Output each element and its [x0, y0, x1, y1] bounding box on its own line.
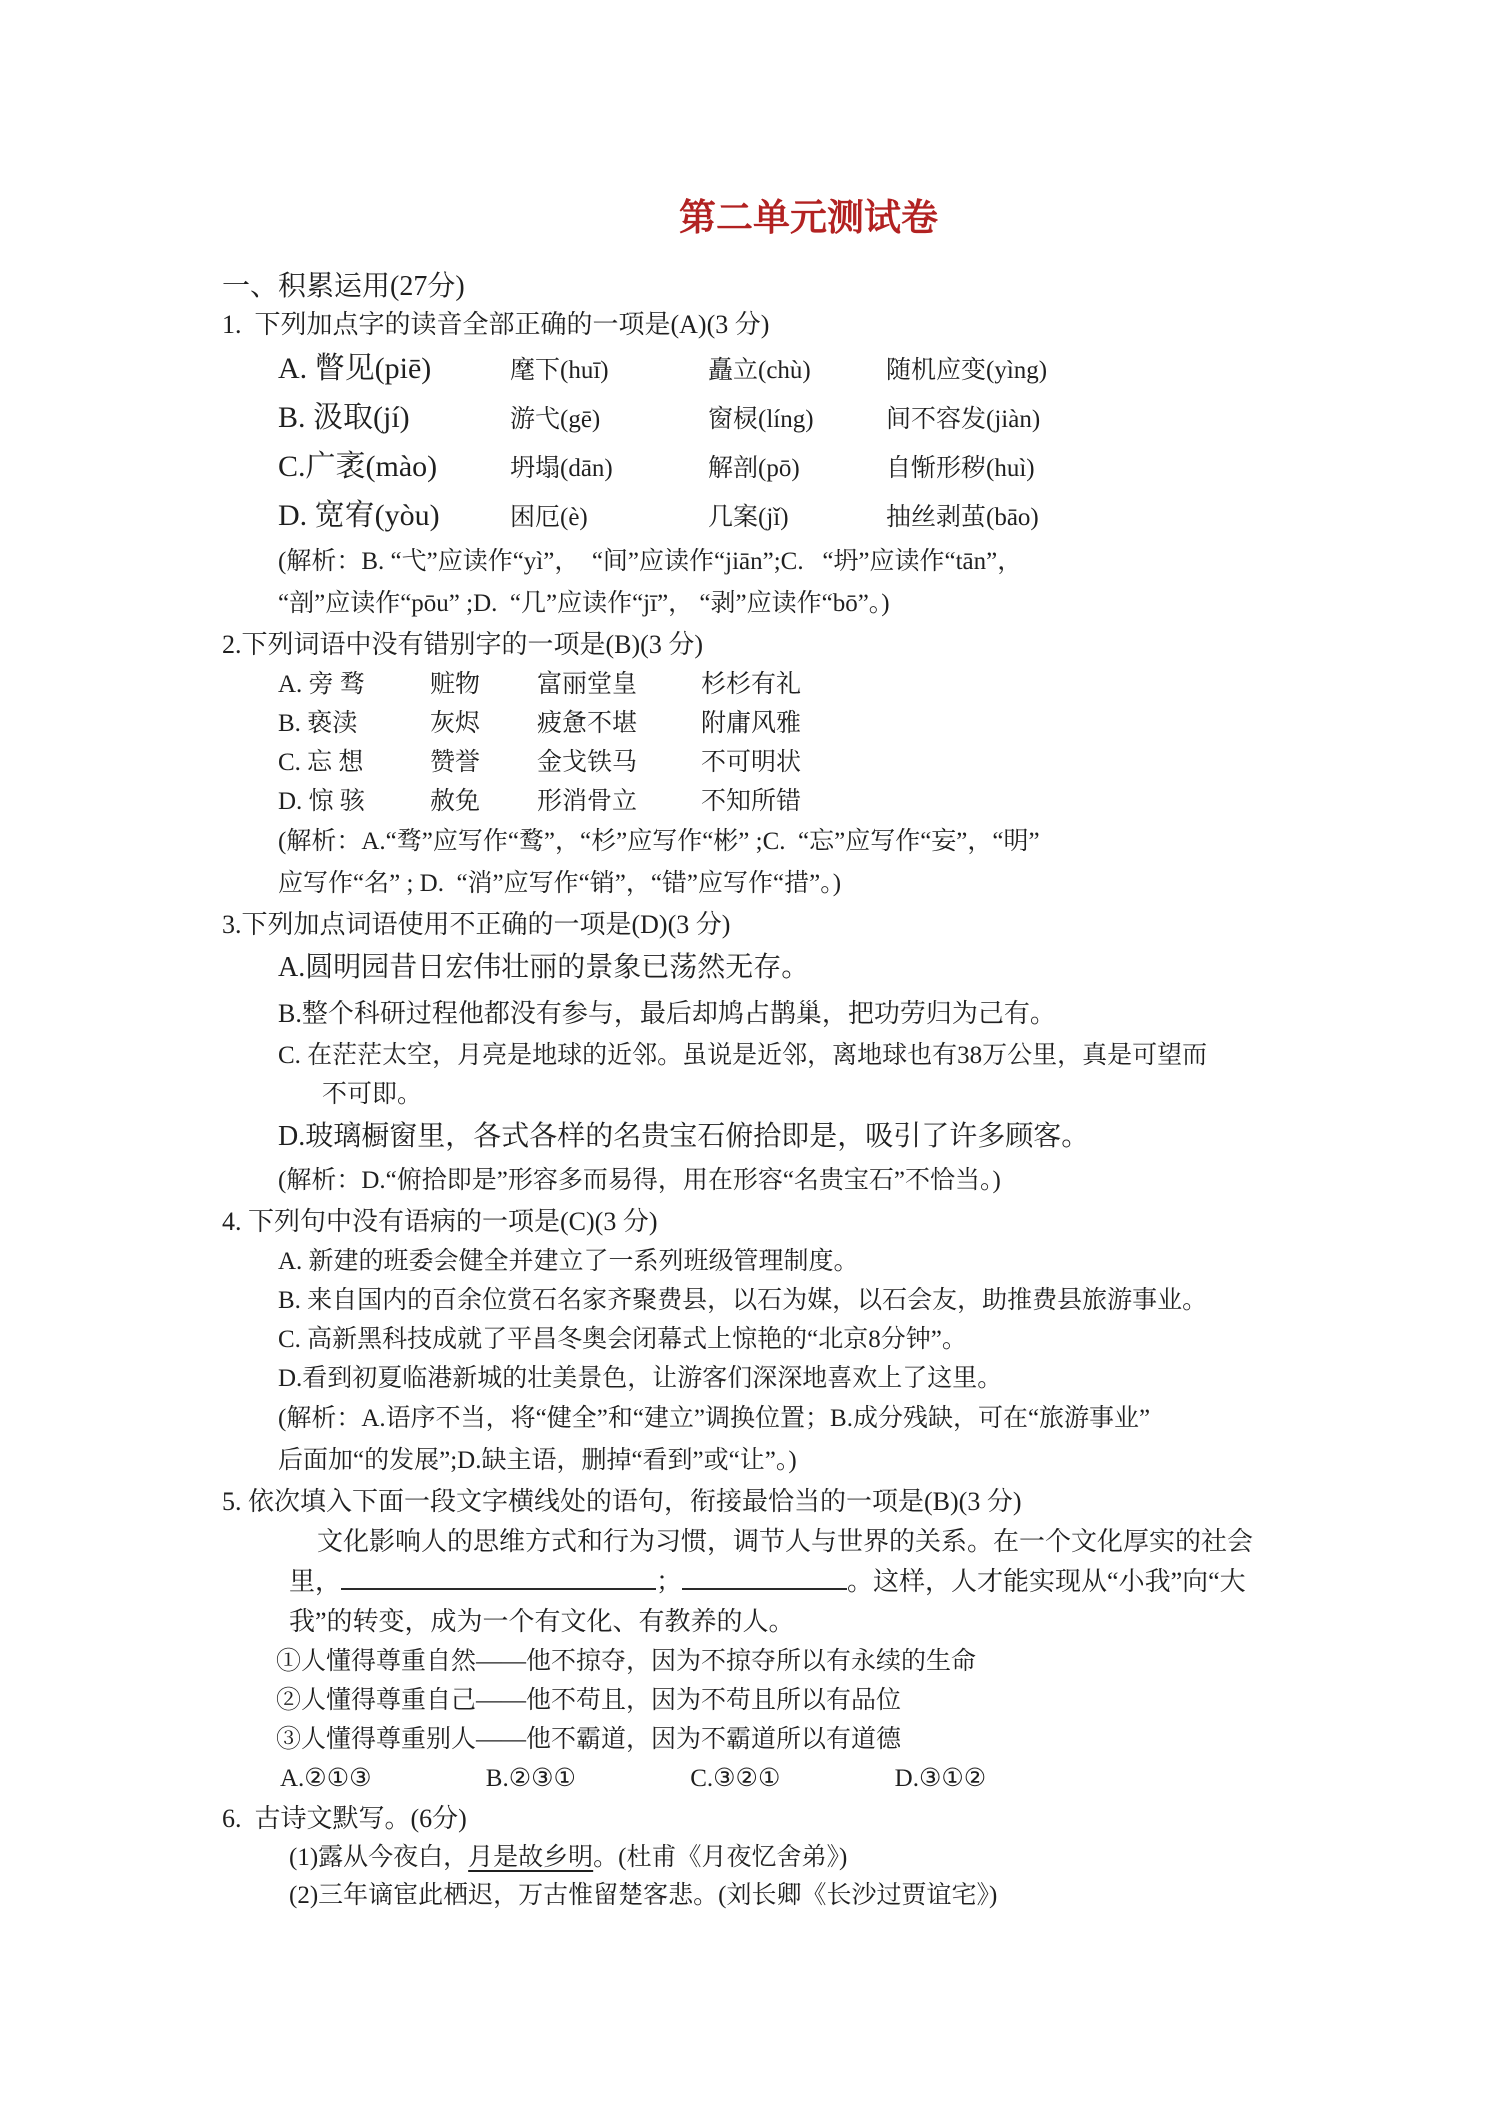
q3-option-c-continuation: 不可即。 — [322, 1081, 423, 1108]
q2-cell: 不知所错 — [701, 788, 802, 815]
q3-analysis-line: (解析：D.“俯拾即是”形容多而易得，用在形容“名贵宝石”不恰当。) — [278, 1167, 1001, 1194]
blank-underline-long — [341, 1585, 656, 1590]
q1-analysis-line: “剖”应读作“pōu” ;D. “几”应读作“jī”， “剥”应读作“bō”。) — [278, 590, 890, 617]
question-5 — [222, 1482, 1395, 1799]
q2-analysis-line: 应写作“名” ; D. “消”应写作“销”，“错”应写作“措”。) — [278, 870, 842, 897]
question-2-stem: 2.下列词语中没有错别字的一项是(B)(3 分) — [222, 630, 703, 659]
q1-cell: 随机应变(yìng) — [886, 357, 1048, 384]
q2-option-row-b — [278, 704, 1395, 743]
q2-cell: 灰烬 — [430, 710, 481, 737]
q5-paragraph-text: ； — [656, 1567, 683, 1596]
q1-cell: A. 瞥见(piē) — [278, 352, 432, 385]
q1-cell: 间不容发(jiàn) — [886, 406, 1041, 433]
question-4-stem: 4. 下列句中没有语病的一项是(C)(3 分) — [222, 1207, 658, 1236]
q3-option-d: D.玻璃橱窗里，各式各样的名贵宝石俯拾即是，吸引了许多顾客。 — [278, 1121, 1090, 1152]
q5-choice-b: B.②③① — [485, 1765, 576, 1792]
page-title: 第二单元测试卷 — [679, 198, 938, 239]
q1-option-row-c — [278, 443, 1395, 492]
q4-option-a: A. 新建的班委会健全并建立了一系列班级管理制度。 — [278, 1248, 859, 1275]
q1-cell: D. 宽宥(yòu) — [278, 499, 440, 532]
q2-analysis-line: (解析：A.“骛”应写作“鹜”，“杉”应写作“彬” ;C. “忘”应写作“妄”，“明” — [278, 828, 1040, 855]
q2-cell: 赃物 — [430, 671, 481, 698]
q5-paragraph-line — [289, 1562, 1395, 1602]
q2-cell: 金戈铁马 — [537, 749, 638, 776]
q2-cell: 赦免 — [430, 788, 481, 815]
q2-option-row-d — [278, 782, 1395, 821]
q5-paragraph-text: 。这样，人才能实现从“小我”向“大 — [847, 1567, 1246, 1596]
q2-cell: 杉杉有礼 — [701, 671, 802, 698]
q5-item-3: ③人懂得尊重别人——他不霸道，因为不霸道所以有道德 — [276, 1726, 902, 1753]
q3-option-c: C. 在茫茫太空，月亮是地球的近邻。虽说是近邻，离地球也有38万公里，真是可望而 — [278, 1042, 1208, 1069]
q1-cell: 麾下(huī) — [510, 357, 609, 384]
question-1-stem: 1. 下列加点字的读音全部正确的一项是(A)(3 分) — [222, 310, 770, 339]
q1-analysis-line: (解析：B. “弋”应读作“yì”， “间”应读作“jiān”;C. “坍”应读作“tān”， — [278, 548, 1023, 575]
q1-cell: 矗立(chù) — [708, 357, 811, 384]
blank-underline-short — [682, 1585, 847, 1590]
q2-cell: 形消骨立 — [537, 788, 638, 815]
q5-item-2: ②人懂得尊重自己——他不苟且，因为不苟且所以有品位 — [276, 1687, 902, 1714]
question-3 — [222, 905, 1395, 1202]
q4-option-c: C. 高新黑科技成就了平昌冬奥会闭幕式上惊艳的“北京8分钟”。 — [278, 1326, 967, 1353]
q1-cell: C.广袤(mào) — [278, 450, 438, 483]
q6-line-1 — [289, 1839, 1395, 1877]
q3-option-a: A.圆明园昔日宏伟壮丽的景象已荡然无存。 — [278, 952, 810, 983]
question-6-stem: 6. 古诗文默写。(6分) — [222, 1804, 467, 1833]
q4-option-b: B. 来自国内的百余位赏石名家齐聚费县，以石为媒，以石会友，助推费县旅游事业。 — [278, 1287, 1208, 1314]
q4-option-d: D.看到初夏临港新城的壮美景色，让游客们深深地喜欢上了这里。 — [278, 1365, 1003, 1392]
q5-choice-a: A.②①③ — [280, 1765, 372, 1792]
q2-cell: D. 惊 骇 — [278, 788, 365, 815]
q5-sentence-list — [222, 1642, 1395, 1759]
q5-choice-d: D.③①② — [894, 1765, 987, 1792]
q2-cell: 附庸风雅 — [701, 710, 802, 737]
q5-choice-c: C.③②① — [690, 1765, 781, 1792]
q1-cell: B. 汲取(jí) — [278, 401, 410, 434]
q1-cell: 解剖(pō) — [708, 455, 800, 482]
q1-cell: 自惭形秽(huì) — [886, 455, 1035, 482]
q2-option-row-a — [278, 665, 1395, 704]
q1-cell: 困厄(è) — [510, 504, 588, 531]
q6-line1-prefix: (1)露从今夜白， — [289, 1844, 469, 1871]
q1-option-row-a — [278, 345, 1395, 394]
q5-paragraph-line: 我”的转变，成为一个有文化、有教养的人。 — [289, 1607, 795, 1636]
q4-analysis-line: 后面加“的发展”;D.缺主语，删掉“看到”或“让”。) — [278, 1447, 797, 1474]
q4-analysis-line: (解析：A.语序不当，将“健全”和“建立”调换位置；B.成分残缺，可在“旅游事业” — [278, 1405, 1151, 1432]
q6-line-2: (2)三年谪宦此栖迟，万古惟留楚客悲。(刘长卿《长沙过贾谊宅》) — [289, 1882, 998, 1909]
q2-cell: A. 旁 骛 — [278, 671, 365, 698]
question-5-stem: 5. 依次填入下面一段文字横线处的语句，衔接最恰当的一项是(B)(3 分) — [222, 1487, 1022, 1516]
question-6 — [222, 1799, 1395, 1915]
q2-cell: B. 亵渎 — [278, 710, 358, 737]
q5-answer-choices — [280, 1759, 1395, 1799]
q6-line1-suffix: 。(杜甫《月夜忆舍弟》) — [593, 1844, 848, 1871]
q2-cell: C. 忘 想 — [278, 749, 364, 776]
question-2 — [222, 625, 1395, 905]
q3-option-b: B.整个科研过程他都没有参与，最后却鸠占鹊巢，把功劳归为己有。 — [278, 999, 1056, 1028]
q2-cell: 不可明状 — [701, 749, 802, 776]
q1-option-row-d — [278, 492, 1395, 541]
q1-cell: 窗棂(líng) — [708, 406, 814, 433]
question-4 — [222, 1202, 1395, 1482]
q5-paragraph-text: 里， — [289, 1567, 342, 1596]
q5-paragraph-line: 文化影响人的思维方式和行为习惯，调节人与世界的关系。在一个文化厚实的社会 — [317, 1527, 1254, 1556]
question-1 — [222, 305, 1395, 625]
q2-cell: 富丽堂皇 — [537, 671, 638, 698]
q2-cell: 赞誉 — [430, 749, 481, 776]
q1-cell: 几案(jǐ) — [708, 504, 789, 531]
q2-option-row-c — [278, 743, 1395, 782]
section-heading: 一、积累运用(27分) — [222, 271, 465, 302]
question-3-stem: 3.下列加点词语使用不正确的一项是(D)(3 分) — [222, 910, 731, 939]
q5-item-1: ①人懂得尊重自然——他不掠夺，因为不掠夺所以有永续的生命 — [276, 1648, 977, 1675]
q1-option-row-b — [278, 394, 1395, 443]
q1-cell: 抽丝剥茧(bāo) — [886, 504, 1039, 531]
q1-cell: 坍塌(dān) — [510, 455, 613, 482]
q6-underlined-answer: 月是故乡明 — [468, 1844, 594, 1871]
q2-cell: 疲惫不堪 — [537, 710, 638, 737]
q1-cell: 游弋(gē) — [510, 406, 601, 433]
